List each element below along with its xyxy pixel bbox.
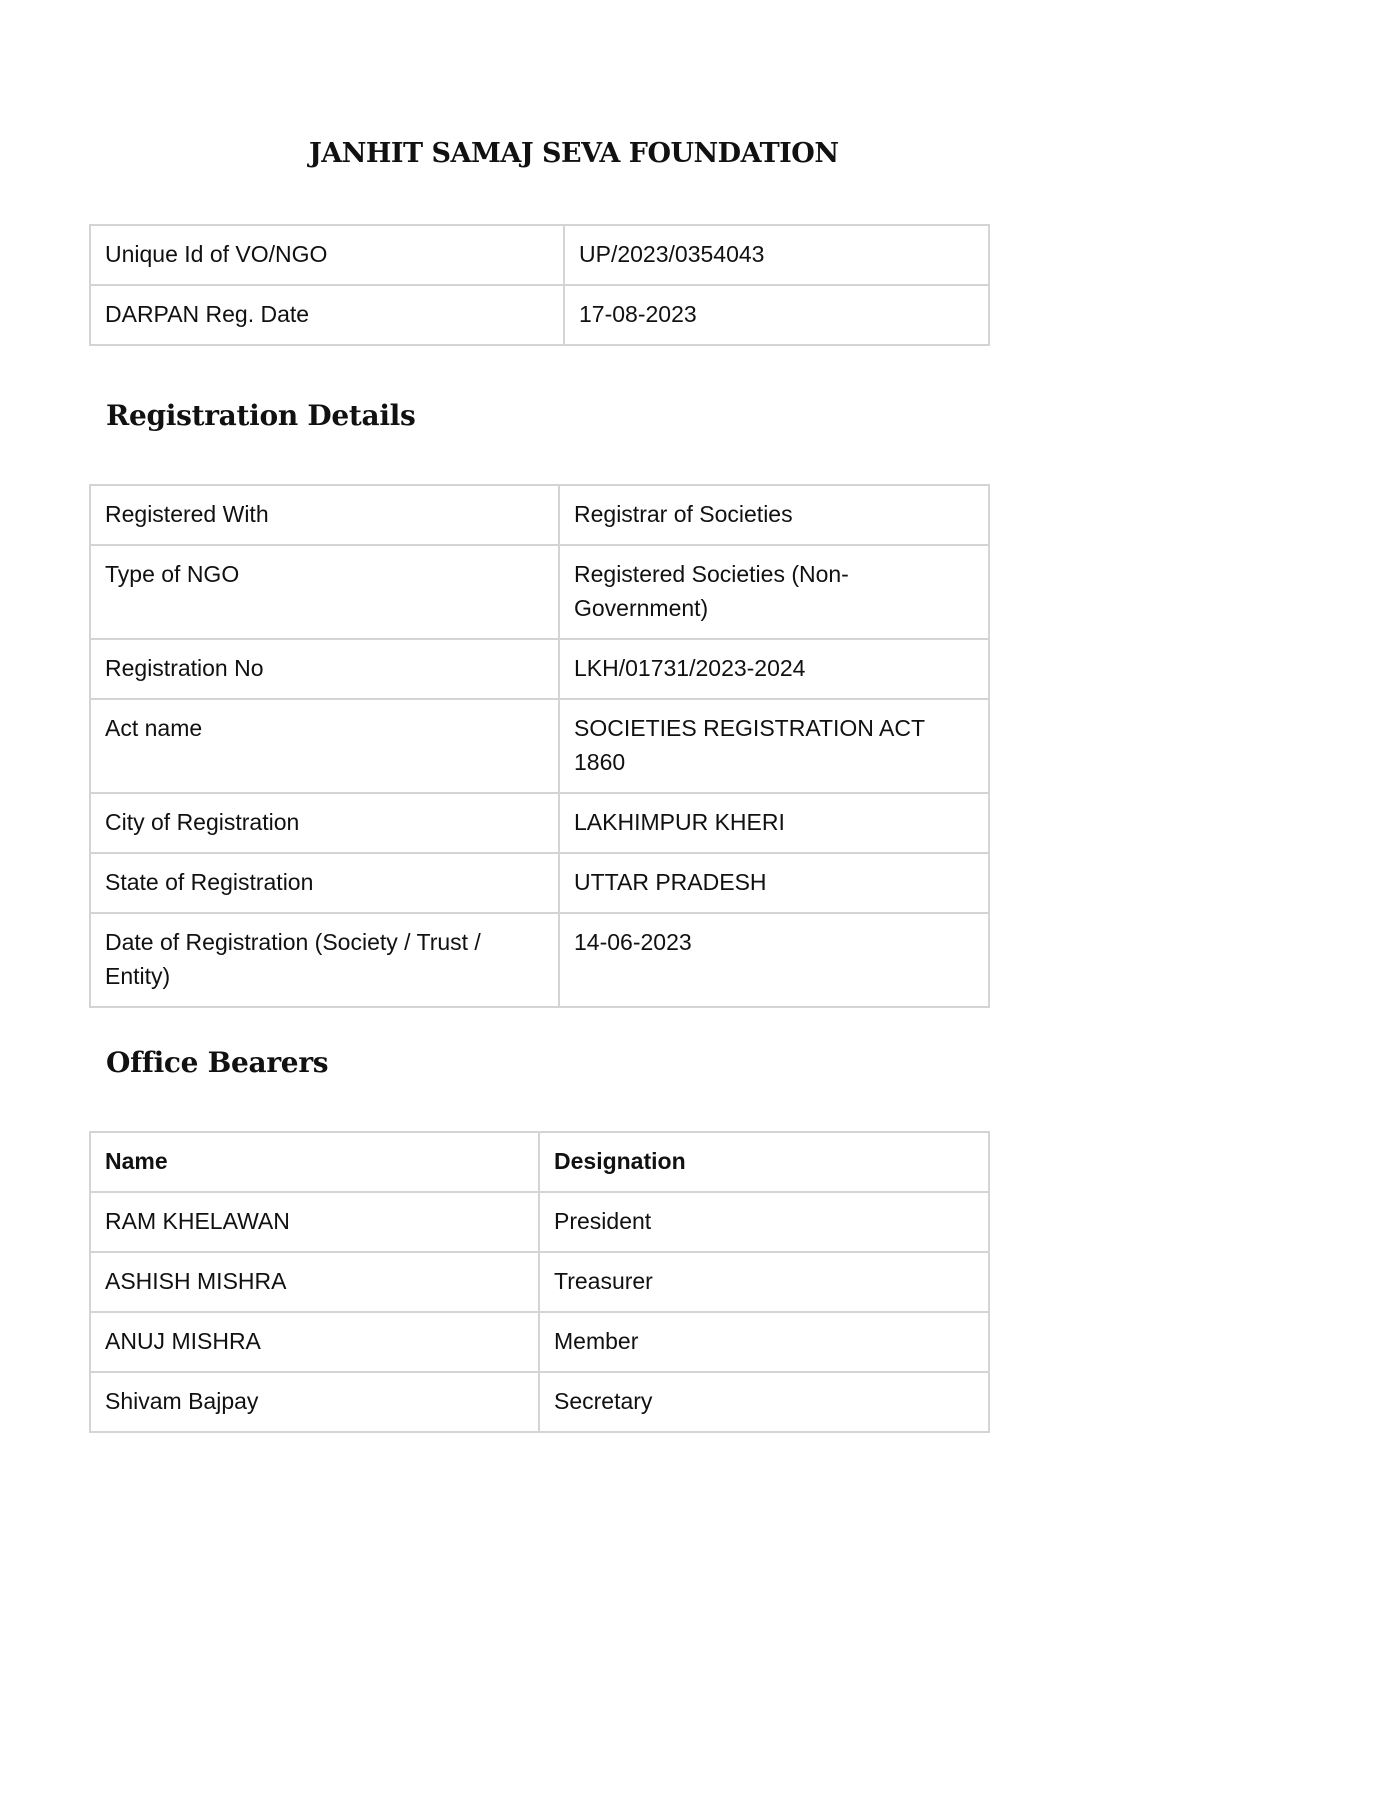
table-row [90,225,989,285]
table-row [90,1312,989,1372]
bearer-designation: President [539,1192,989,1252]
registration-label: Registration No [90,639,559,699]
table-row [90,485,989,545]
table-header-row [90,1132,989,1192]
summary-label-unique-id: Unique Id of VO/NGO [90,225,564,285]
office-bearers-heading: Office Bearers [106,1046,329,1079]
page-title: JANHIT SAMAJ SEVA FOUNDATION [309,138,839,169]
registration-value: LAKHIMPUR KHERI [559,793,989,853]
registration-label: Registered With [90,485,559,545]
table-row [90,913,989,1007]
summary-value-unique-id: UP/2023/0354043 [564,225,989,285]
table-row [90,793,989,853]
table-row [90,853,989,913]
office-bearers-table [89,1131,990,1433]
registration-label: City of Registration [90,793,559,853]
table-row [90,1192,989,1252]
registration-heading: Registration Details [106,399,416,432]
registration-label: Type of NGO [90,545,559,639]
registration-value: 14-06-2023 [559,913,989,1007]
registration-label: Act name [90,699,559,793]
table-row [90,545,989,639]
bearer-name: ANUJ MISHRA [90,1312,539,1372]
registration-value: Registrar of Societies [559,485,989,545]
bearer-designation: Secretary [539,1372,989,1432]
table-row [90,699,989,793]
table-row [90,1372,989,1432]
bearer-name: ASHISH MISHRA [90,1252,539,1312]
bearer-name: Shivam Bajpay [90,1372,539,1432]
registration-label: Date of Registration (Society / Trust / Entity) [90,913,559,1007]
registration-table [89,484,990,1008]
column-header-name: Name [90,1132,539,1192]
table-row [90,1252,989,1312]
registration-value: SOCIETIES REGISTRATION ACT 1860 [559,699,989,793]
summary-value-darpan-date: 17-08-2023 [564,285,989,345]
table-row [90,285,989,345]
registration-value: LKH/01731/2023-2024 [559,639,989,699]
column-header-designation: Designation [539,1132,989,1192]
registration-label: State of Registration [90,853,559,913]
summary-table [89,224,990,346]
bearer-designation: Member [539,1312,989,1372]
registration-value: Registered Societies (Non-Government) [559,545,989,639]
registration-value: UTTAR PRADESH [559,853,989,913]
summary-label-darpan-date: DARPAN Reg. Date [90,285,564,345]
bearer-name: RAM KHELAWAN [90,1192,539,1252]
bearer-designation: Treasurer [539,1252,989,1312]
table-row [90,639,989,699]
